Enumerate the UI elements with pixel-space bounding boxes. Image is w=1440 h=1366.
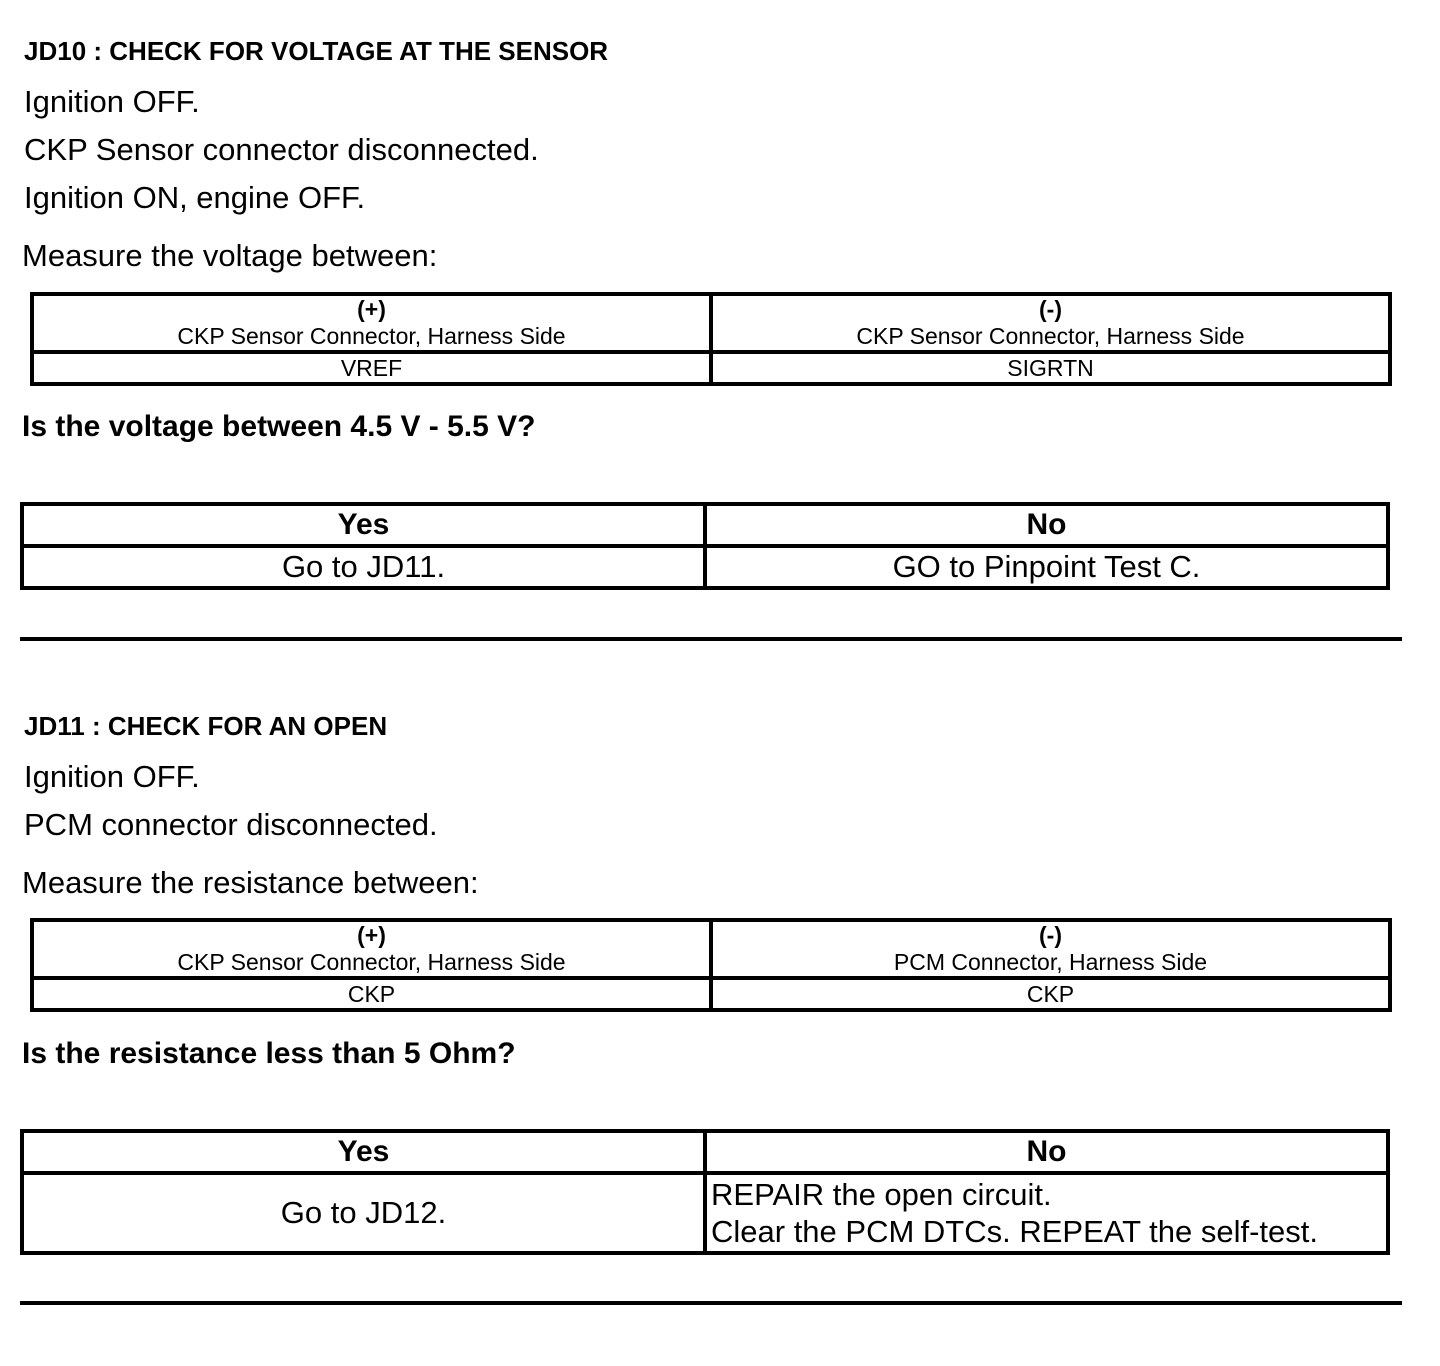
section-divider xyxy=(20,637,1402,641)
section-divider xyxy=(20,1301,1402,1305)
measure-label: Measure the resistance between: xyxy=(22,865,479,900)
minus-sign: (-) xyxy=(1039,922,1062,948)
result-table xyxy=(20,502,1390,590)
plus-connector-label: CKP Sensor Connector, Harness Side xyxy=(177,323,566,349)
minus-connector-label: CKP Sensor Connector, Harness Side xyxy=(856,323,1245,349)
plus-connector-label: CKP Sensor Connector, Harness Side xyxy=(177,949,566,975)
plus-pin-value: CKP xyxy=(32,978,711,1010)
yes-action: Go to JD12. xyxy=(22,1173,705,1253)
measurement-table xyxy=(30,918,1392,1012)
minus-pin-value: SIGRTN xyxy=(711,352,1390,384)
minus-pin-value: CKP xyxy=(711,978,1390,1010)
minus-sign: (-) xyxy=(1039,296,1062,322)
no-action-line: Clear the PCM DTCs. REPEAT the self-test. xyxy=(711,1214,1318,1249)
plus-sign: (+) xyxy=(357,296,386,322)
plus-pin-value: VREF xyxy=(32,352,711,384)
procedure-step: Ignition OFF. xyxy=(24,84,200,119)
test-question: Is the voltage between 4.5 V - 5.5 V? xyxy=(22,410,536,443)
no-action xyxy=(705,1173,1388,1253)
test-question: Is the resistance less than 5 Ohm? xyxy=(22,1037,516,1070)
measure-label: Measure the voltage between: xyxy=(22,238,438,273)
plus-terminal-header xyxy=(32,294,711,352)
section-heading: JD10 : CHECK FOR VOLTAGE AT THE SENSOR xyxy=(24,36,609,66)
minus-terminal-header xyxy=(711,294,1390,352)
procedure-step: Ignition ON, engine OFF. xyxy=(24,180,366,215)
yes-header: Yes xyxy=(22,504,705,546)
minus-terminal-header xyxy=(711,920,1390,978)
measurement-table xyxy=(30,292,1392,386)
result-table xyxy=(20,1129,1390,1255)
procedure-step: PCM connector disconnected. xyxy=(24,807,438,842)
plus-terminal-header xyxy=(32,920,711,978)
no-header: No xyxy=(705,504,1388,546)
section-heading: JD11 : CHECK FOR AN OPEN xyxy=(24,711,388,741)
minus-connector-label: PCM Connector, Harness Side xyxy=(893,949,1208,975)
no-action-line: REPAIR the open circuit. xyxy=(711,1177,1052,1212)
procedure-step: Ignition OFF. xyxy=(24,759,200,794)
plus-sign: (+) xyxy=(357,922,386,948)
no-header: No xyxy=(705,1131,1388,1173)
yes-header: Yes xyxy=(22,1131,705,1173)
procedure-step: CKP Sensor connector disconnected. xyxy=(24,132,539,167)
no-action xyxy=(705,546,1388,588)
yes-action: Go to JD11. xyxy=(22,546,705,588)
no-action-line: GO to Pinpoint Test C. xyxy=(892,549,1201,584)
